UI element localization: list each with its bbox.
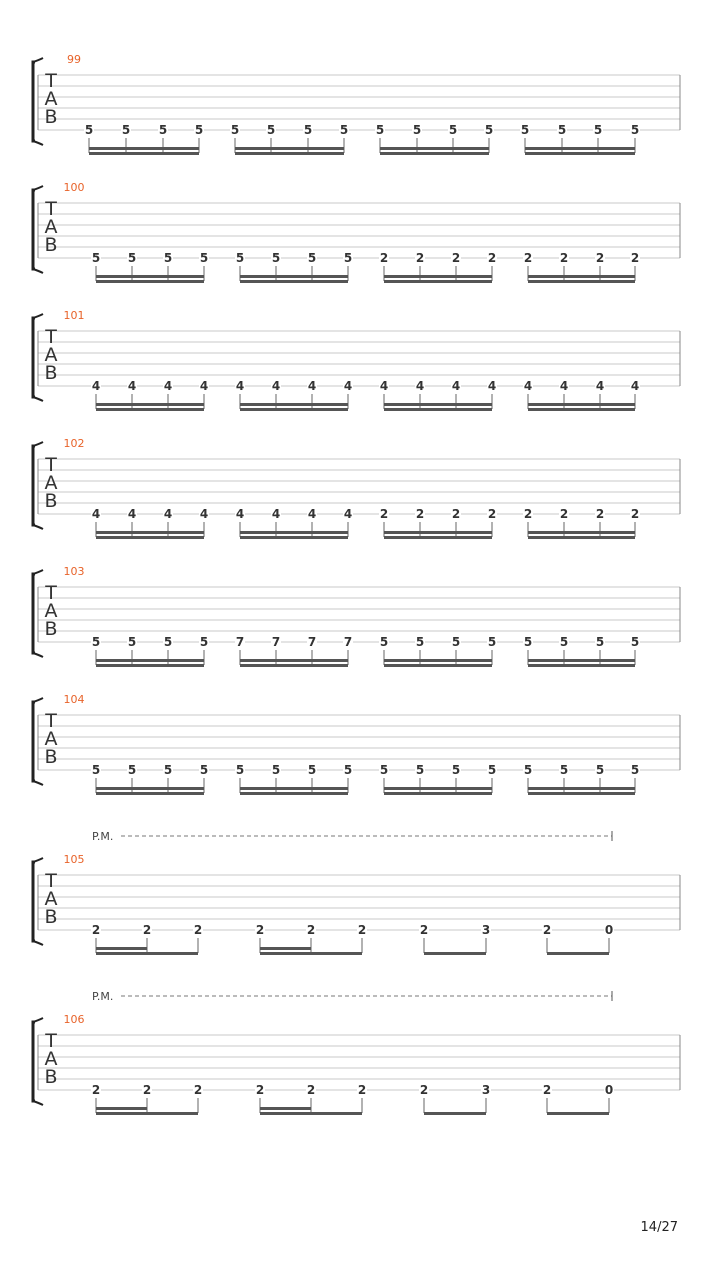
note-group xyxy=(84,123,204,155)
tab-clef-letter: B xyxy=(44,106,58,128)
beam-primary xyxy=(240,403,348,406)
tab-clef-letter: A xyxy=(44,216,58,238)
tab-clef-letter: T xyxy=(45,198,57,220)
fret-number: 5 xyxy=(91,251,101,265)
system-bracket xyxy=(33,446,35,525)
tab-clef-letter: B xyxy=(44,618,58,640)
beam-secondary xyxy=(89,152,199,155)
note-group xyxy=(542,1083,614,1115)
note-group xyxy=(523,251,640,283)
fret-number: 5 xyxy=(163,763,173,777)
fret-number: 4 xyxy=(91,507,101,521)
beam-secondary xyxy=(525,152,635,155)
beam-primary xyxy=(424,1112,486,1115)
note-group xyxy=(91,1083,203,1115)
fret-number: 4 xyxy=(199,379,209,393)
fret-number: 2 xyxy=(415,251,425,265)
fret-number: 5 xyxy=(630,763,640,777)
fret-number: 2 xyxy=(630,507,640,521)
note-group xyxy=(379,635,497,667)
fret-number: 2 xyxy=(487,251,497,265)
beam-primary xyxy=(525,147,635,150)
tab-clef-letter: B xyxy=(44,234,58,256)
tab-clef-letter: T xyxy=(45,870,57,892)
tab-clef-letter: A xyxy=(44,728,58,750)
note-group xyxy=(91,379,209,411)
fret-number: 5 xyxy=(127,763,137,777)
fret-number: 7 xyxy=(271,635,281,649)
beam-secondary xyxy=(384,280,492,283)
fret-number: 5 xyxy=(84,123,94,137)
fret-number: 5 xyxy=(415,635,425,649)
measure-number: 99 xyxy=(67,53,81,66)
note-group xyxy=(235,635,353,667)
beam-secondary xyxy=(260,947,311,950)
tab-system xyxy=(33,565,680,667)
note-group xyxy=(379,507,497,539)
bracket-hook-bottom xyxy=(33,1101,43,1105)
bracket-hook-bottom xyxy=(33,781,43,785)
beam-primary xyxy=(528,275,635,278)
fret-number: 4 xyxy=(379,379,389,393)
fret-number: 5 xyxy=(307,763,317,777)
beam-primary xyxy=(547,1112,609,1115)
beam-secondary xyxy=(235,152,344,155)
bracket-hook-top xyxy=(33,58,43,62)
beam-primary xyxy=(240,275,348,278)
fret-number: 5 xyxy=(127,251,137,265)
tab-system xyxy=(33,437,680,539)
bracket-hook-bottom xyxy=(33,525,43,529)
note-group xyxy=(523,763,640,795)
fret-number: 2 xyxy=(542,1083,552,1097)
fret-number: 4 xyxy=(235,379,245,393)
tab-clef-letter: T xyxy=(45,454,57,476)
beam-secondary xyxy=(380,152,489,155)
palm-mute-label: P.M. xyxy=(92,990,114,1003)
note-group xyxy=(542,923,614,955)
tab-clef-letter: A xyxy=(44,1048,58,1070)
beam-secondary xyxy=(96,408,204,411)
fret-number: 2 xyxy=(451,507,461,521)
beam-primary xyxy=(260,1112,362,1115)
note-group xyxy=(523,635,640,667)
fret-number: 4 xyxy=(343,507,353,521)
note-group xyxy=(520,123,640,155)
fret-number: 5 xyxy=(487,635,497,649)
fret-number: 4 xyxy=(307,379,317,393)
beam-primary xyxy=(96,1112,198,1115)
measure-number: 101 xyxy=(63,309,85,322)
fret-number: 5 xyxy=(379,635,389,649)
fret-number: 5 xyxy=(595,635,605,649)
note-group xyxy=(419,923,491,955)
beam-primary xyxy=(547,952,609,955)
note-group xyxy=(235,379,353,411)
fret-number: 5 xyxy=(451,635,461,649)
system-bracket xyxy=(33,1022,35,1101)
fret-number: 4 xyxy=(163,507,173,521)
fret-number: 0 xyxy=(604,923,614,937)
beam-primary xyxy=(384,403,492,406)
fret-number: 5 xyxy=(307,251,317,265)
fret-number: 5 xyxy=(343,763,353,777)
beam-secondary xyxy=(260,1107,311,1110)
tab-clef-letter: A xyxy=(44,888,58,910)
tab-clef-letter: A xyxy=(44,344,58,366)
fret-number: 5 xyxy=(303,123,313,137)
fret-number: 7 xyxy=(343,635,353,649)
fret-number: 2 xyxy=(193,1083,203,1097)
measure-number: 100 xyxy=(63,181,85,194)
fret-number: 5 xyxy=(163,251,173,265)
fret-number: 2 xyxy=(542,923,552,937)
fret-number: 5 xyxy=(379,763,389,777)
fret-number: 7 xyxy=(235,635,245,649)
system-bracket xyxy=(33,702,35,781)
fret-number: 5 xyxy=(523,635,533,649)
system-bracket xyxy=(33,862,35,941)
beam-primary xyxy=(384,787,492,790)
note-group xyxy=(91,507,209,539)
fret-number: 4 xyxy=(523,379,533,393)
beam-secondary xyxy=(384,664,492,667)
measure-number: 104 xyxy=(63,693,85,706)
beam-secondary xyxy=(240,280,348,283)
fret-number: 5 xyxy=(91,635,101,649)
fret-number: 4 xyxy=(595,379,605,393)
note-group xyxy=(375,123,494,155)
system-bracket xyxy=(33,574,35,653)
fret-number: 5 xyxy=(630,635,640,649)
beam-secondary xyxy=(96,664,204,667)
fret-number: 4 xyxy=(559,379,569,393)
fret-number: 2 xyxy=(595,251,605,265)
tab-clef-letter: B xyxy=(44,906,58,928)
fret-number: 2 xyxy=(523,507,533,521)
beam-secondary xyxy=(528,280,635,283)
tab-system xyxy=(33,309,680,411)
tab-clef-letter: T xyxy=(45,710,57,732)
beam-primary xyxy=(89,147,199,150)
tab-clef-letter: T xyxy=(45,582,57,604)
note-group xyxy=(379,251,497,283)
fret-number: 5 xyxy=(199,763,209,777)
fret-number: 5 xyxy=(451,763,461,777)
tab-clef-letter: T xyxy=(45,70,57,92)
tab-clef-letter: T xyxy=(45,1030,57,1052)
fret-number: 5 xyxy=(559,635,569,649)
fret-number: 2 xyxy=(419,923,429,937)
fret-number: 4 xyxy=(451,379,461,393)
fret-number: 2 xyxy=(255,1083,265,1097)
fret-number: 2 xyxy=(306,1083,316,1097)
beam-secondary xyxy=(528,536,635,539)
beam-secondary xyxy=(528,664,635,667)
fret-number: 5 xyxy=(343,251,353,265)
fret-number: 7 xyxy=(307,635,317,649)
fret-number: 2 xyxy=(91,923,101,937)
beam-secondary xyxy=(96,792,204,795)
beam-primary xyxy=(96,531,204,534)
bracket-hook-top xyxy=(33,1018,43,1022)
fret-number: 0 xyxy=(604,1083,614,1097)
tab-clef-letter: B xyxy=(44,362,58,384)
beam-secondary xyxy=(240,664,348,667)
bracket-hook-top xyxy=(33,858,43,862)
tab-clef-letter: A xyxy=(44,88,58,110)
fret-number: 4 xyxy=(199,507,209,521)
fret-number: 5 xyxy=(199,251,209,265)
fret-number: 5 xyxy=(412,123,422,137)
bracket-hook-bottom xyxy=(33,269,43,273)
fret-number: 4 xyxy=(271,507,281,521)
beam-primary xyxy=(528,531,635,534)
tab-clef-letter: A xyxy=(44,472,58,494)
fret-number: 5 xyxy=(630,123,640,137)
beam-secondary xyxy=(96,947,147,950)
tab-system xyxy=(33,53,680,155)
measure-number: 103 xyxy=(63,565,85,578)
beam-primary xyxy=(240,787,348,790)
fret-number: 5 xyxy=(557,123,567,137)
fret-number: 5 xyxy=(127,635,137,649)
fret-number: 5 xyxy=(593,123,603,137)
fret-number: 4 xyxy=(343,379,353,393)
measure-number: 105 xyxy=(63,853,85,866)
tab-clef-letter: B xyxy=(44,1066,58,1088)
fret-number: 5 xyxy=(235,251,245,265)
beam-primary xyxy=(384,659,492,662)
fret-number: 5 xyxy=(158,123,168,137)
page-number: 14/27 xyxy=(640,1220,678,1235)
palm-mute-label: P.M. xyxy=(92,830,114,843)
beam-secondary xyxy=(96,536,204,539)
fret-number: 4 xyxy=(127,507,137,521)
beam-primary xyxy=(96,787,204,790)
beam-primary xyxy=(96,659,204,662)
fret-number: 2 xyxy=(357,923,367,937)
note-group xyxy=(419,1083,491,1115)
fret-number: 5 xyxy=(194,123,204,137)
beam-primary xyxy=(424,952,486,955)
beam-primary xyxy=(528,403,635,406)
note-group xyxy=(523,379,640,411)
fret-number: 4 xyxy=(163,379,173,393)
beam-primary xyxy=(96,403,204,406)
beam-primary xyxy=(384,531,492,534)
system-bracket xyxy=(33,318,35,397)
beam-secondary xyxy=(240,408,348,411)
fret-number: 2 xyxy=(142,923,152,937)
fret-number: 5 xyxy=(375,123,385,137)
tab-system xyxy=(33,181,680,283)
fret-number: 4 xyxy=(487,379,497,393)
fret-number: 5 xyxy=(91,763,101,777)
fret-number: 4 xyxy=(630,379,640,393)
note-group xyxy=(91,635,209,667)
note-group xyxy=(91,923,203,955)
fret-number: 5 xyxy=(121,123,131,137)
bracket-hook-top xyxy=(33,570,43,574)
note-group xyxy=(235,251,353,283)
beam-secondary xyxy=(96,280,204,283)
note-group xyxy=(91,251,209,283)
fret-number: 5 xyxy=(559,763,569,777)
fret-number: 2 xyxy=(379,507,389,521)
beam-primary xyxy=(528,787,635,790)
fret-number: 4 xyxy=(271,379,281,393)
fret-number: 2 xyxy=(419,1083,429,1097)
tab-clef-letter: B xyxy=(44,746,58,768)
fret-number: 5 xyxy=(271,251,281,265)
beam-primary xyxy=(96,952,198,955)
bracket-hook-top xyxy=(33,442,43,446)
note-group xyxy=(235,507,353,539)
fret-number: 5 xyxy=(230,123,240,137)
bracket-hook-bottom xyxy=(33,141,43,145)
beam-secondary xyxy=(528,792,635,795)
note-group xyxy=(235,763,353,795)
note-group xyxy=(379,763,497,795)
fret-number: 5 xyxy=(271,763,281,777)
beam-secondary xyxy=(528,408,635,411)
fret-number: 4 xyxy=(415,379,425,393)
fret-number: 2 xyxy=(487,507,497,521)
fret-number: 2 xyxy=(193,923,203,937)
fret-number: 5 xyxy=(266,123,276,137)
fret-number: 5 xyxy=(199,635,209,649)
beam-primary xyxy=(380,147,489,150)
beam-secondary xyxy=(240,536,348,539)
note-group xyxy=(255,923,367,955)
bracket-hook-top xyxy=(33,314,43,318)
beam-primary xyxy=(240,531,348,534)
measure-number: 106 xyxy=(63,1013,85,1026)
fret-number: 5 xyxy=(487,763,497,777)
tab-clef-letter: B xyxy=(44,490,58,512)
beam-secondary xyxy=(384,408,492,411)
tab-clef-letter: A xyxy=(44,600,58,622)
beam-primary xyxy=(528,659,635,662)
fret-number: 2 xyxy=(306,923,316,937)
beam-primary xyxy=(384,275,492,278)
fret-number: 5 xyxy=(339,123,349,137)
fret-number: 3 xyxy=(481,1083,491,1097)
note-group xyxy=(523,507,640,539)
fret-number: 2 xyxy=(357,1083,367,1097)
fret-number: 5 xyxy=(415,763,425,777)
fret-number: 2 xyxy=(142,1083,152,1097)
bracket-hook-top xyxy=(33,186,43,190)
beam-primary xyxy=(96,275,204,278)
fret-number: 5 xyxy=(235,763,245,777)
bracket-hook-bottom xyxy=(33,397,43,401)
bracket-hook-top xyxy=(33,698,43,702)
tab-clef-letter: T xyxy=(45,326,57,348)
fret-number: 3 xyxy=(481,923,491,937)
note-group xyxy=(255,1083,367,1115)
fret-number: 4 xyxy=(127,379,137,393)
tab-system xyxy=(33,830,680,955)
note-group xyxy=(230,123,349,155)
fret-number: 2 xyxy=(630,251,640,265)
fret-number: 4 xyxy=(91,379,101,393)
fret-number: 5 xyxy=(520,123,530,137)
tab-system xyxy=(33,693,680,795)
measure-number: 102 xyxy=(63,437,85,450)
fret-number: 4 xyxy=(235,507,245,521)
fret-number: 2 xyxy=(415,507,425,521)
fret-number: 5 xyxy=(523,763,533,777)
fret-number: 2 xyxy=(523,251,533,265)
system-bracket xyxy=(33,190,35,269)
note-group xyxy=(379,379,497,411)
bracket-hook-bottom xyxy=(33,653,43,657)
fret-number: 5 xyxy=(448,123,458,137)
fret-number: 2 xyxy=(451,251,461,265)
tab-system xyxy=(33,990,680,1115)
beam-secondary xyxy=(240,792,348,795)
fret-number: 2 xyxy=(91,1083,101,1097)
fret-number: 4 xyxy=(307,507,317,521)
fret-number: 2 xyxy=(595,507,605,521)
beam-secondary xyxy=(384,536,492,539)
fret-number: 5 xyxy=(595,763,605,777)
fret-number: 2 xyxy=(559,507,569,521)
fret-number: 5 xyxy=(163,635,173,649)
beam-primary xyxy=(240,659,348,662)
beam-secondary xyxy=(96,1107,147,1110)
fret-number: 5 xyxy=(484,123,494,137)
fret-number: 2 xyxy=(559,251,569,265)
fret-number: 2 xyxy=(379,251,389,265)
system-bracket xyxy=(33,62,35,141)
beam-secondary xyxy=(384,792,492,795)
beam-primary xyxy=(260,952,362,955)
fret-number: 2 xyxy=(255,923,265,937)
note-group xyxy=(91,763,209,795)
bracket-hook-bottom xyxy=(33,941,43,945)
beam-primary xyxy=(235,147,344,150)
